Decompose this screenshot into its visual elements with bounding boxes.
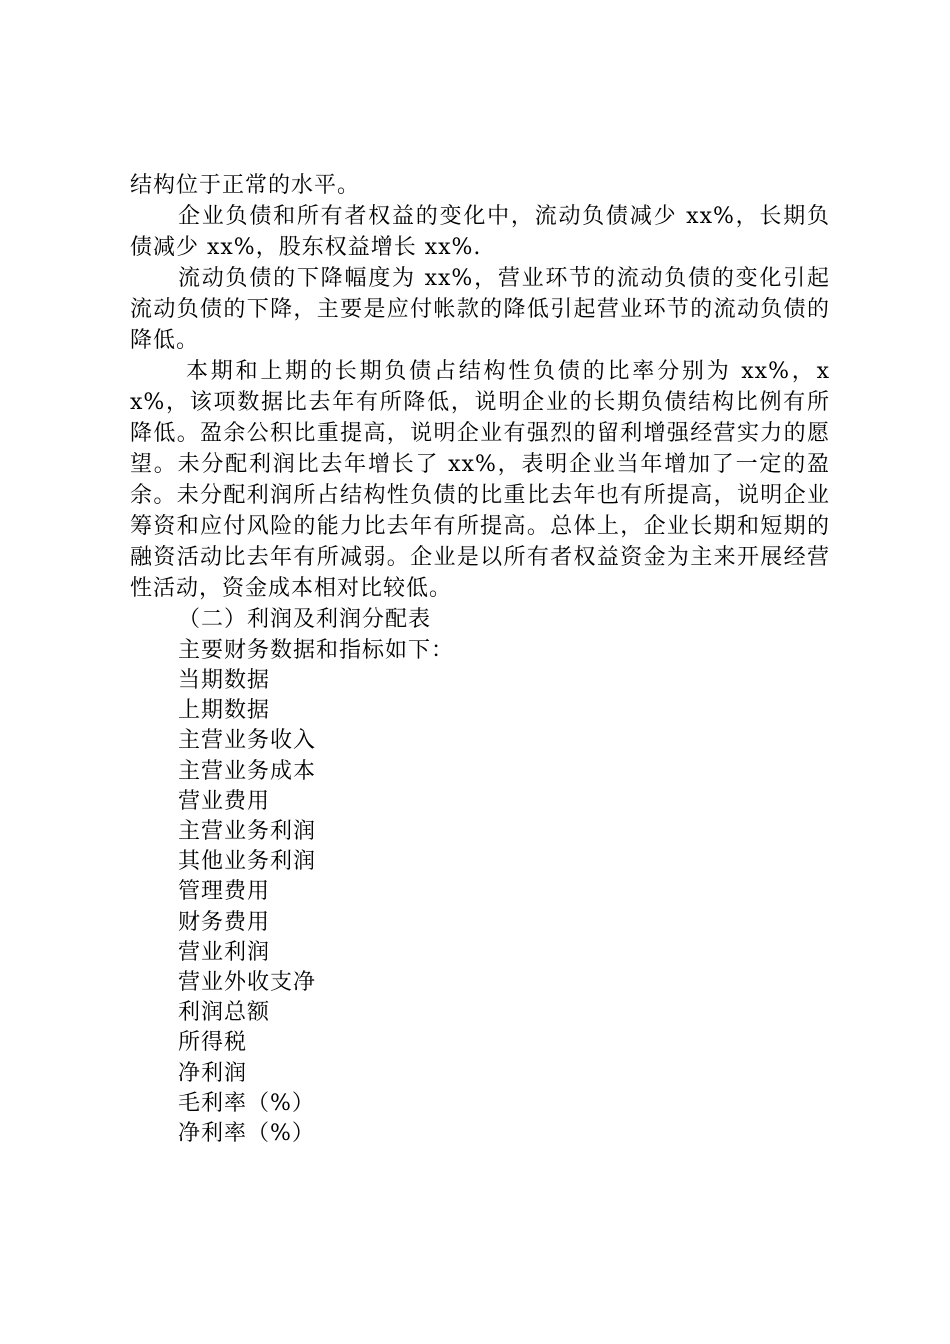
list-item: 其他业务利润 bbox=[178, 849, 317, 875]
list-item: 营业利润 bbox=[178, 939, 271, 965]
list-item: 主营业务利润 bbox=[178, 819, 317, 845]
list-item: 主营业务收入 bbox=[178, 728, 317, 754]
paragraph-current-liability-decline: 流动负债的下降幅度为 xx%，营业环节的流动负债的变化引起流动负债的下降，主要是应付帐款的降低引起营业环节的流动负债的降低。 bbox=[130, 266, 830, 353]
paragraph-long-term-liability-ratio: 本期和上期的长期负债占结构性负债的比率分别为 xx%，xx%，该项数据比去年有所降低，说明企业的长期负债结构比例有所降低。盈余公积比重提高，说明企业有强烈的留利增强经营实力的愿望。未分配利润比去年增长了 xx%，表明企业当年增加了一定的盈余。未分配利润所占结构性负债的比重比去年也有所提高，说明企业筹资和应付风险的能力比去年有所提高。总体上，企业长期和短期的融资活动比去年有所减弱。企业是以所有者权益资金为主来开展经营性活动，资金成本相对比较低。 bbox=[130, 359, 830, 601]
list-item: 财务费用 bbox=[178, 909, 271, 935]
financial-items-list bbox=[130, 666, 830, 1149]
list-item: 毛利率（%） bbox=[178, 1090, 315, 1116]
list-item: 主营业务成本 bbox=[178, 758, 317, 784]
list-item: 营业费用 bbox=[178, 788, 271, 814]
intro-line: 主要财务数据和指标如下： bbox=[178, 638, 455, 663]
document-page bbox=[130, 170, 830, 1149]
list-item: 净利率（%） bbox=[178, 1121, 315, 1147]
list-item: 利润总额 bbox=[178, 1000, 271, 1026]
list-item: 营业外收支净 bbox=[178, 970, 317, 996]
list-item: 净利润 bbox=[178, 1060, 248, 1086]
list-item: 当期数据 bbox=[178, 668, 271, 693]
paragraph-liability-equity-change: 企业负债和所有者权益的变化中，流动负债减少 xx%，长期负债减少 xx%，股东权益增长 xx%. bbox=[130, 204, 830, 260]
list-item: 上期数据 bbox=[178, 698, 271, 724]
paragraph-structure-normal: 结构位于正常的水平。 bbox=[130, 173, 361, 198]
list-item: 管理费用 bbox=[178, 879, 271, 905]
list-item: 所得税 bbox=[178, 1030, 248, 1056]
section-heading: （二）利润及利润分配表 bbox=[178, 607, 432, 632]
